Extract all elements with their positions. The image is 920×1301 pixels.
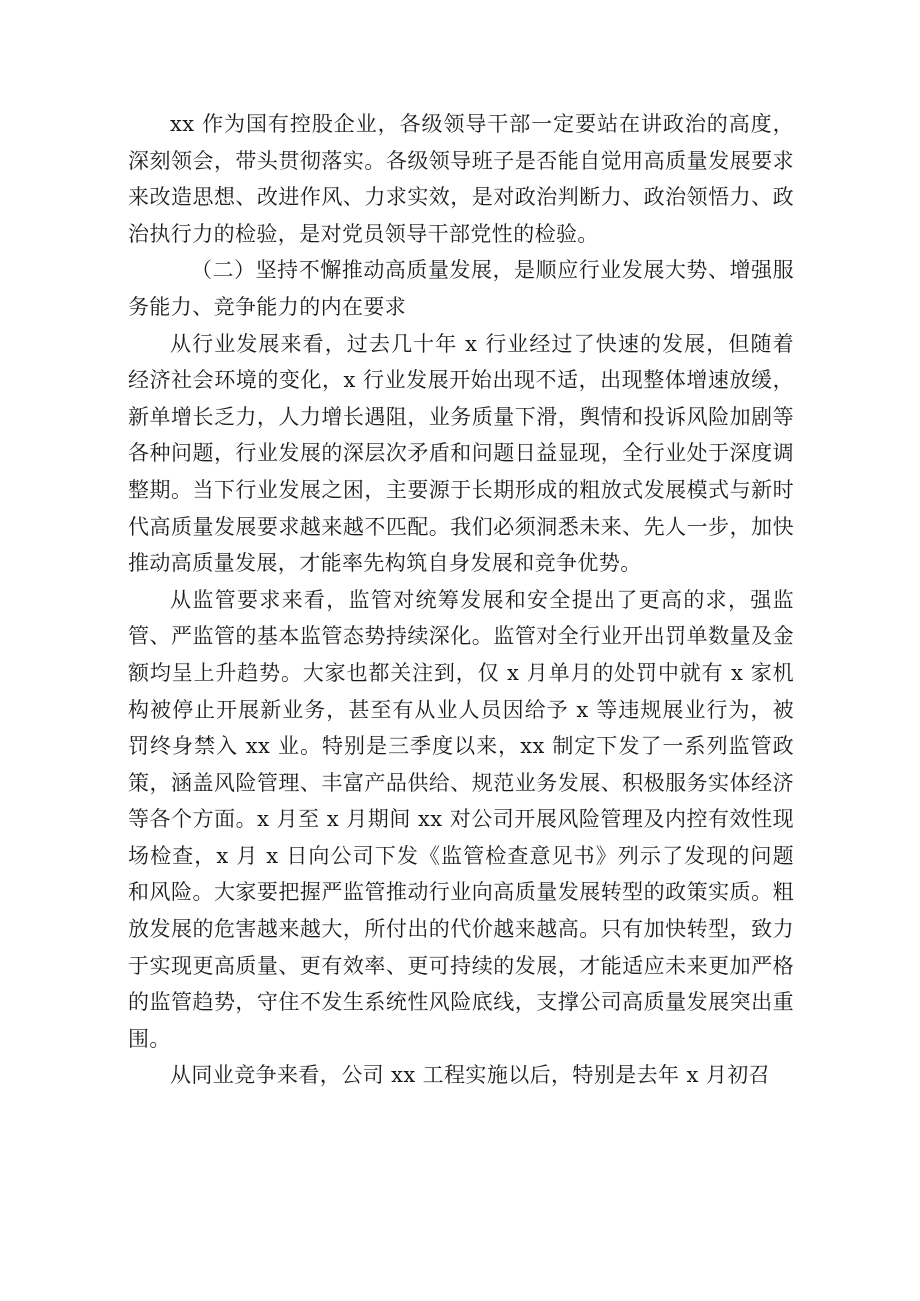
body-paragraph-regulation: 从监管要求来看，监管对统筹发展和安全提出了更高的求，强监管、严监管的基本监管态势持续深化。监管对全行业开出罚单数量及金额均呈上升趋势。大家也都关注到，仅 x 月单月的处罚中就有 x 家机构被停止开展新业务，甚至有从业人员因给予 x 等违规展业行为，被罚终身禁入 xx 业。特别是三季度以来，xx 制定下发了一系列监管政策，涵盖风险管理、丰富产品供给、规范业务发展、积极服务实体经济等各个方面。x 月至 x 月期间 xx 对公司开展风险管理及内控有效性现场检查，x 月 x 日向公司下发《监管检查意见书》列示了发现的问题和风险。大家要把握严监管推动行业向高质量发展转型的政策实质。粗放发展的危害越来越大，所付出的代价越来越高。只有加快转型，致力于实现更高质量、更有效率、更可持续的发展，才能适应未来更加严格的监管趋势，守住不发生系统性风险底线，支撑公司高质量发展突出重围。	[128, 587, 794, 1051]
body-paragraph-1: xx 作为国有控股企业，各级领导干部一定要站在讲政治的高度，深刻领会，带头贯彻落实。各级领导班子是否能自觉用高质量发展要求来改造思想、改进作风、力求实效，是对政治判断力、政治领悟力、政治执行力的检验，是对党员领导干部党性的检验。	[128, 112, 794, 246]
body-paragraph-industry: 从行业发展来看，过去几十年 x 行业经过了快速的发展，但随着经济社会环境的变化，x 行业发展开始出现不适，出现整体增速放缓，新单增长乏力，人力增长遇阻，业务质量下滑，舆情和投诉风险加剧等各种问题，行业发展的深层次矛盾和问题日益显现，全行业处于深度调整期。当下行业发展之困，主要源于长期形成的粗放式发展模式与新时代高质量发展要求越来越不匹配。我们必须洞悉未来、先人一步，加快推动高质量发展，才能率先构筑自身发展和竞争优势。	[128, 331, 794, 576]
body-paragraph-competition: 从同业竞争来看，公司 xx 工程实施以后，特别是去年 x 月初召	[170, 1063, 771, 1088]
section-heading-2: （二）坚持不懈推动高质量发展，是顺应行业发展大势、增强服务能力、竞争能力的内在要求	[128, 258, 794, 319]
